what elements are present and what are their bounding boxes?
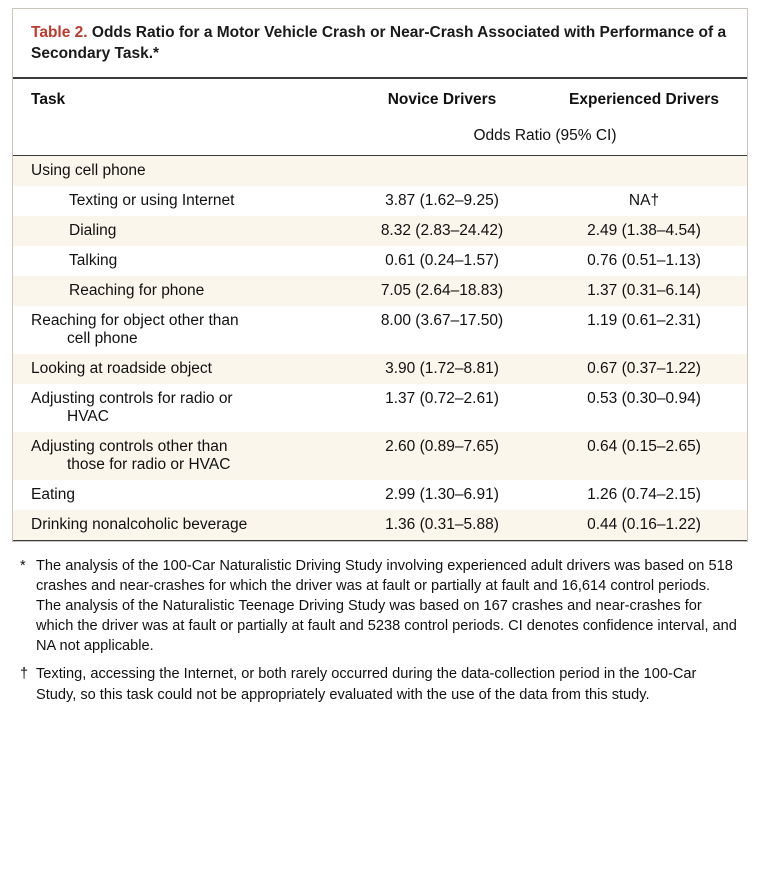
table-row bbox=[13, 480, 747, 510]
column-header-task: Task bbox=[31, 90, 66, 108]
footnote-text: Texting, accessing the Internet, or both rarely occurred during the data-collection period in the 100-Car Study, so this task could not be appropriately evaluated with the use of the data from this study. bbox=[36, 666, 697, 703]
row-task-label: Drinking nonalcoholic beverage bbox=[13, 510, 343, 541]
row-task-label: Using cell phone bbox=[13, 155, 343, 186]
subheader-spacer bbox=[13, 119, 343, 156]
table-row bbox=[13, 216, 747, 246]
row-task-line1: Reaching for object other than bbox=[31, 311, 239, 329]
row-novice-value: 7.05 (2.64–18.83) bbox=[343, 276, 541, 306]
row-task-label: Reaching for phone bbox=[13, 276, 343, 306]
footnote-marker: * bbox=[20, 557, 26, 574]
row-task-label: Dialing bbox=[13, 216, 343, 246]
table-title-text: Odds Ratio for a Motor Vehicle Crash or Near-Crash Associated with Performance of a Secondary Task.* bbox=[31, 24, 727, 62]
footnote-text: The analysis of the 100-Car Naturalistic Driving Study involving experienced adult drivers was based on 518 crashes and near-crashes for which the driver was at fault or partially at fault and 16,614 control periods. The analysis of the Naturalistic Teenage Driving Study was based on 167 crashes and near-crashes for which the driver was at fault or partially at fault and 5238 control periods. CI denotes confidence interval, and NA not applicable. bbox=[36, 557, 737, 655]
table-row bbox=[13, 186, 747, 216]
table-row bbox=[13, 155, 747, 186]
row-novice-value: 1.36 (0.31–5.88) bbox=[343, 510, 541, 541]
row-experienced-value: 1.37 (0.31–6.14) bbox=[541, 276, 747, 306]
row-task-label: Looking at roadside object bbox=[13, 354, 343, 384]
row-experienced-value: 0.67 (0.37–1.22) bbox=[541, 354, 747, 384]
table-row bbox=[13, 384, 747, 432]
table-body bbox=[13, 155, 747, 540]
row-task-label bbox=[13, 384, 343, 432]
row-novice-value: 8.32 (2.83–24.42) bbox=[343, 216, 541, 246]
footnote-item bbox=[20, 664, 738, 704]
table-caption bbox=[13, 9, 747, 79]
table-header-row bbox=[13, 79, 747, 119]
row-novice-value: 8.00 (3.67–17.50) bbox=[380, 311, 504, 329]
row-experienced-value: 2.49 (1.38–4.54) bbox=[541, 216, 747, 246]
footnotes bbox=[12, 556, 748, 705]
table-row bbox=[13, 276, 747, 306]
footnote-marker: † bbox=[20, 666, 29, 683]
table-row bbox=[13, 306, 747, 354]
row-experienced-value: NA† bbox=[628, 191, 660, 209]
table-label: Table 2. bbox=[31, 24, 88, 41]
odds-ratio-table bbox=[13, 79, 747, 541]
row-novice-value: 3.90 (1.72–8.81) bbox=[343, 354, 541, 384]
row-task-label bbox=[13, 306, 343, 354]
row-task-line2: those for radio or HVAC bbox=[67, 455, 231, 473]
row-task-line2: cell phone bbox=[67, 329, 138, 347]
table-row bbox=[13, 432, 747, 480]
row-task-line1: Adjusting controls for radio or bbox=[31, 389, 233, 407]
row-experienced-value: 0.53 (0.30–0.94) bbox=[587, 389, 701, 407]
table-row bbox=[13, 246, 747, 276]
column-header-experienced: Experienced Drivers bbox=[569, 90, 719, 108]
subheader-odds-ratio: Odds Ratio (95% CI) bbox=[343, 119, 747, 156]
row-novice-value bbox=[343, 155, 541, 186]
column-header-novice: Novice Drivers bbox=[387, 90, 497, 108]
row-task-label: Eating bbox=[31, 485, 75, 503]
footnote-item bbox=[20, 556, 738, 657]
row-experienced-value bbox=[541, 155, 747, 186]
table-row bbox=[13, 510, 747, 541]
row-experienced-value: 0.76 (0.51–1.13) bbox=[587, 251, 701, 269]
row-novice-value: 3.87 (1.62–9.25) bbox=[385, 191, 499, 209]
table-row bbox=[13, 354, 747, 384]
table-container bbox=[12, 8, 748, 542]
table-head bbox=[13, 79, 747, 156]
row-novice-value: 1.37 (0.72–2.61) bbox=[385, 389, 499, 407]
row-experienced-value: 1.19 (0.61–2.31) bbox=[587, 311, 701, 329]
row-task-line2: HVAC bbox=[67, 407, 109, 425]
row-novice-value: 0.61 (0.24–1.57) bbox=[385, 251, 499, 269]
row-experienced-value: 0.64 (0.15–2.65) bbox=[541, 432, 747, 480]
row-experienced-value: 0.44 (0.16–1.22) bbox=[541, 510, 747, 541]
row-task-line1: Adjusting controls other than bbox=[31, 437, 228, 455]
row-novice-value: 2.60 (0.89–7.65) bbox=[343, 432, 541, 480]
row-experienced-value: 1.26 (0.74–2.15) bbox=[587, 485, 701, 503]
table-subheader-row bbox=[13, 119, 747, 156]
row-task-label bbox=[13, 432, 343, 480]
row-task-label: Talking bbox=[69, 251, 118, 269]
row-novice-value: 2.99 (1.30–6.91) bbox=[385, 485, 499, 503]
row-task-label: Texting or using Internet bbox=[69, 191, 235, 209]
